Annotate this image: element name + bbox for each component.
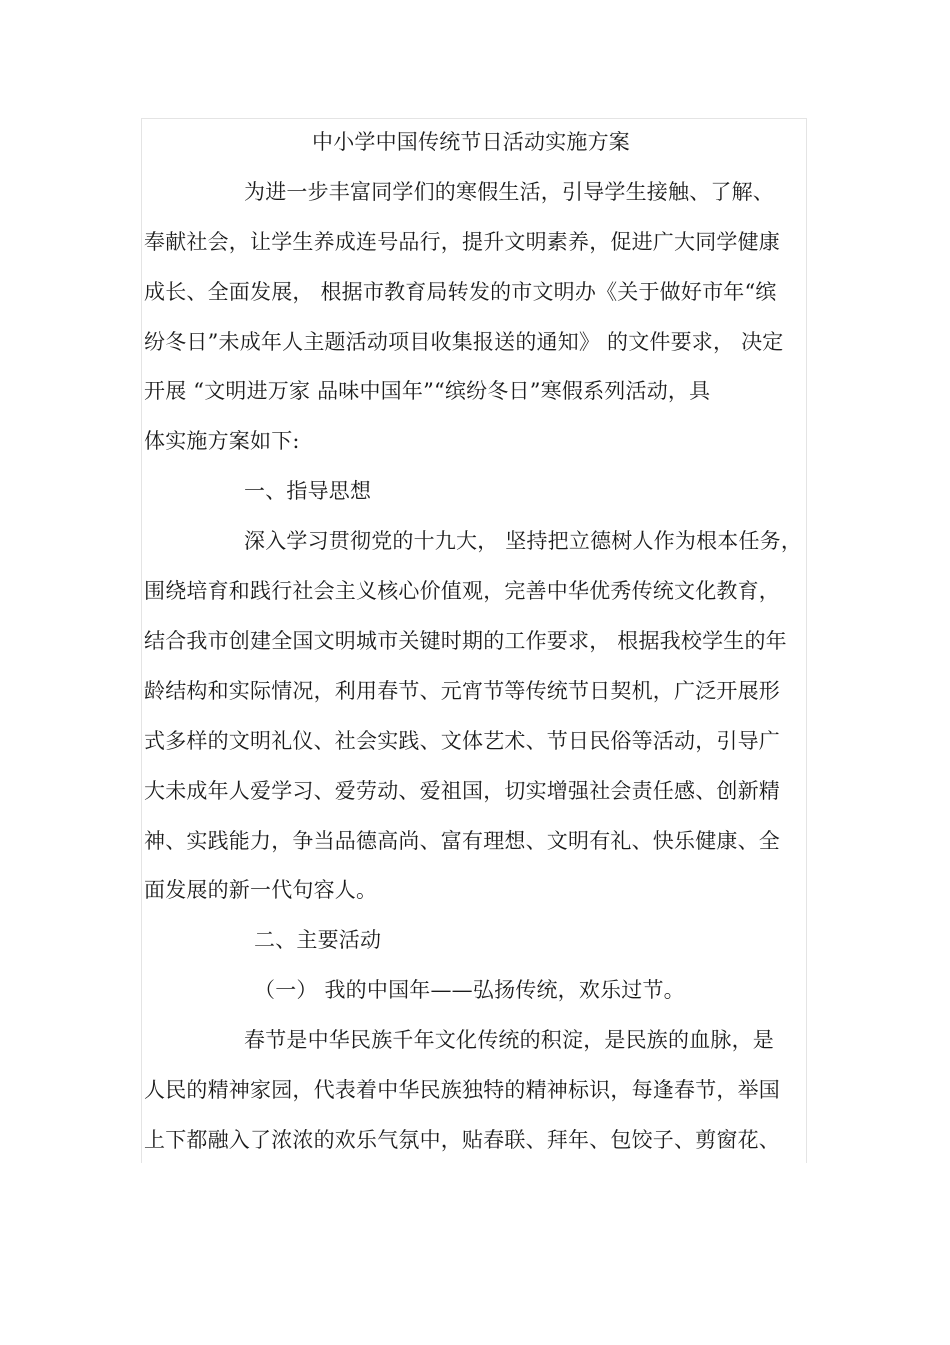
subsection1-line-1: 春节是中华民族千年文化传统的积淀，是民族的血脉，是 — [244, 1028, 774, 1052]
section1-line-4: 龄结构和实际情况，利用春节、元宵节等传统节日契机，广泛开展形 — [144, 679, 780, 703]
section1-line-6: 大未成年人爱学习、爱劳动、爱祖国，切实增强社会责任感、创新精 — [144, 779, 780, 803]
section-heading-main-activities: 二、主要活动 — [254, 928, 382, 952]
intro-line-5: 开展 “文明进万家 品味中国年”“缤纷冬日”寒假系列活动，具 — [144, 379, 711, 403]
section1-line-1: 深入学习贯彻党的十九大， 坚持把立德树人作为根本任务， — [244, 529, 803, 553]
section-heading-guiding-ideology: 一、指导思想 — [244, 479, 372, 503]
intro-line-2: 奉献社会，让学生养成连号品行，提升文明素养，促进广大同学健康 — [144, 230, 780, 254]
section1-line-5: 式多样的文明礼仪、社会实践、文体艺术、节日民俗等活动，引导广 — [144, 729, 780, 753]
section1-line-3: 结合我市创建全国文明城市关键时期的工作要求， 根据我校学生的年 — [144, 629, 787, 653]
subsection1-line-3: 上下都融入了浓浓的欢乐气氛中，贴春联、拜年、包饺子、剪窗花、 — [144, 1128, 780, 1152]
document-title: 中小学中国传统节日活动实施方案 — [312, 130, 630, 154]
intro-line-1: 为进一步丰富同学们的寒假生活，引导学生接触、了解、 — [244, 180, 774, 204]
intro-line-3: 成长、全面发展， 根据市教育局转发的市文明办《关于做好市年“缤 — [144, 280, 777, 304]
subsection-heading-my-chinese-new-year: （一） 我的中国年——弘扬传统，欢乐过节。 — [254, 978, 685, 1002]
intro-line-4: 纷冬日”未成年人主题活动项目收集报送的通知》 的文件要求， 决定 — [144, 330, 784, 354]
section1-line-2: 围绕培育和践行社会主义核心价值观，完善中华优秀传统文化教育， — [144, 579, 780, 603]
intro-line-6: 体实施方案如下: — [144, 429, 300, 453]
section1-line-7: 神、实践能力，争当品德高尚、富有理想、文明有礼、快乐健康、全 — [144, 829, 780, 853]
section1-line-8: 面发展的新一代句容人。 — [144, 878, 378, 902]
subsection1-line-2: 人民的精神家园，代表着中华民族独特的精神标识，每逢春节，举国 — [144, 1078, 780, 1102]
